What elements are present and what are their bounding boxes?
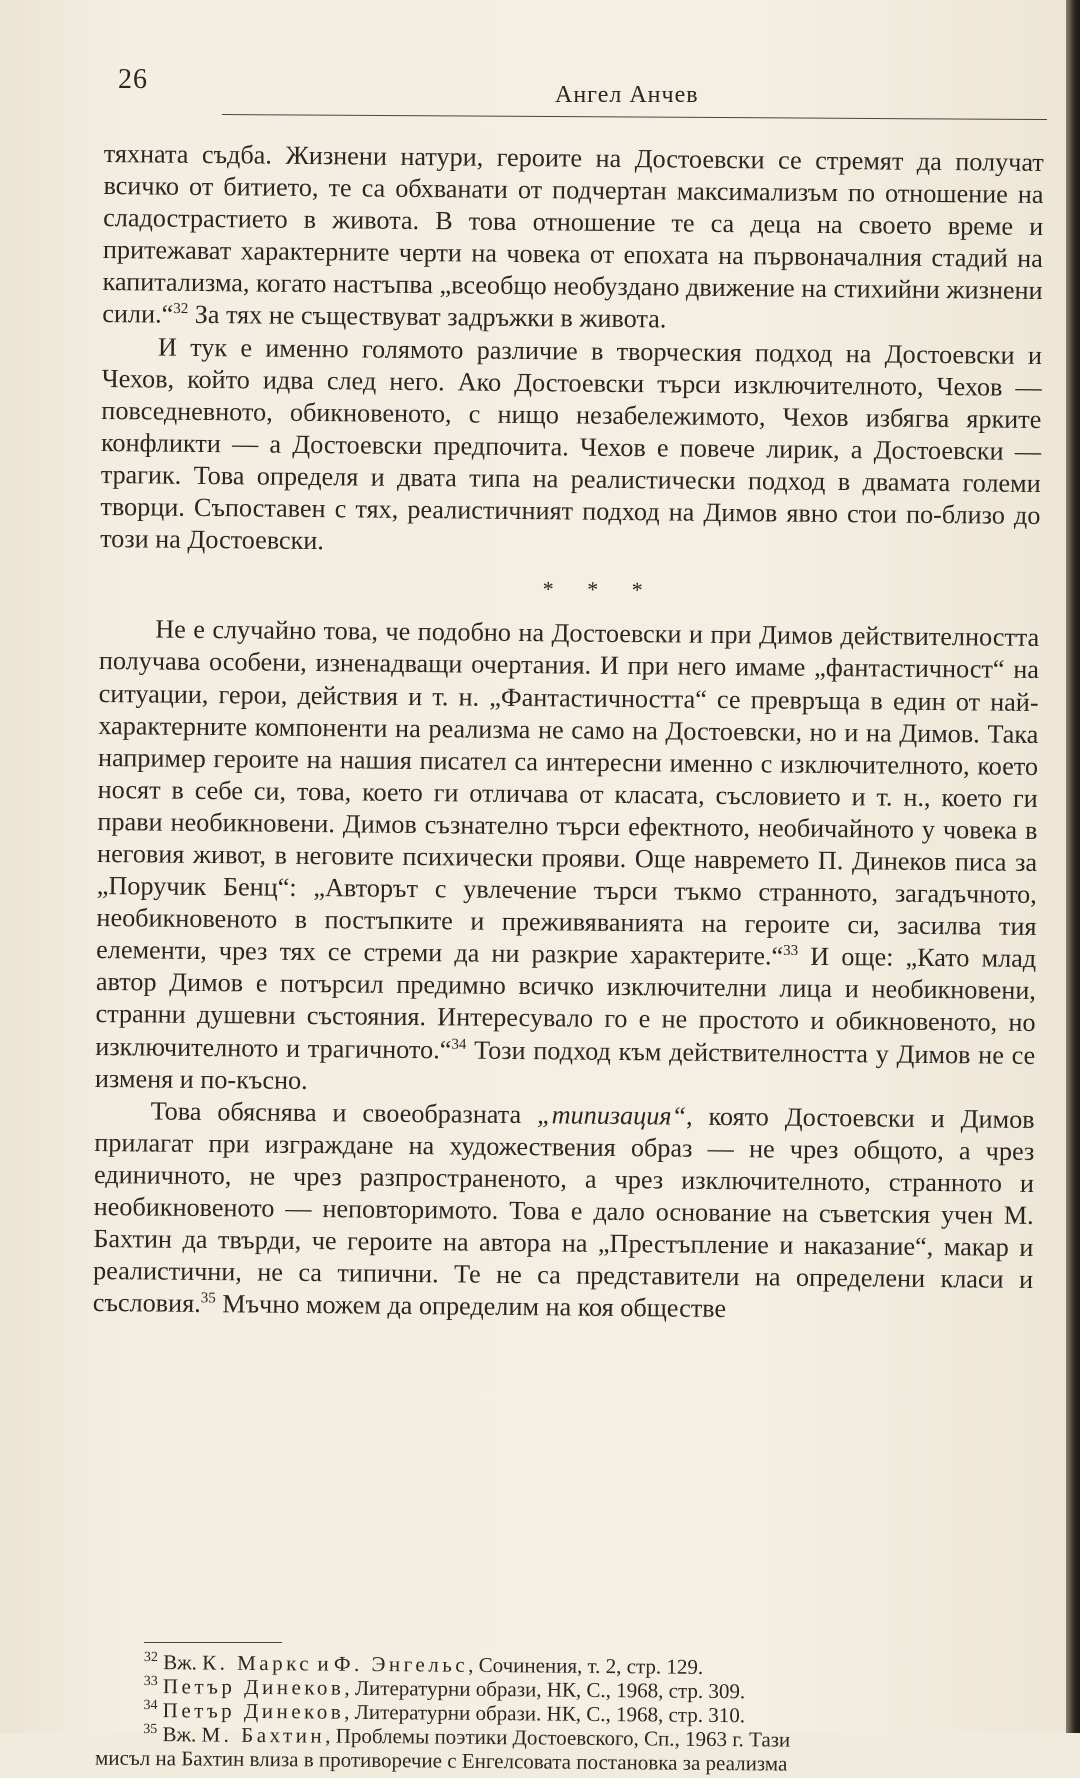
footnote-rule	[144, 1642, 282, 1643]
book-spine-shadow	[1066, 0, 1080, 1733]
paragraph-3: Не е случайно това, че подобно на Достоевски и при Димов действителността получава особени, изненадващи очертания. И при него имаме „фантастичност“ на ситуации, герои, действия и т. н. „Фантастичността“ се превръща в един от най-характерните компоненти на реализма не само на Достоевски, но и на Димов. Така например героите на нашия писател са интересни именно с изключителното, което носят в себе си, това, което ги отличава от класата, съсловието и т. н., което ги прави необикновени. Димов съзнателно търси ефектното, необичайното у човека в неговия живот, в неговите психически прояви. Още навремето П. Динеков писа за „Поручик Бенц“: „Авторът с увлечение търси тъкмо странното, загадъчното, необикновеното в постъпките и преживяванията на героите си, засилва тия елементи, чрез тях се стреми да ни разкрие характерите.“$^{33}$ И още: „Като млад автор Димов е потърсил предимно всичко изключителни лица и необикновени, странни душевни състояния. Интересувало го е не простото и обикновеното, но изключителното и трагичното.“$^{34}$ Този подход към действителността у Димов не се изменя и по-късно.	[94, 614, 1040, 1095]
page-number: 26	[118, 64, 148, 95]
footnote-ref-32: 32	[173, 301, 189, 318]
footnote-ref-34: 34	[451, 1036, 467, 1053]
footnote-ref-35: 35	[200, 1290, 216, 1307]
running-head: Ангел Анчев	[555, 82, 699, 108]
header-rule	[222, 114, 1047, 120]
paragraph-2: И тук е именно голямото различие в творческия подход на Достоевски и Чехов, който идва след него. Ако Достоевски търси изключителното, Чехов — повседневното, обикновеното, с нищо незабележимото, Чехов избягва ярките конфликти — а Достоевски предпочита. Чехов е повече лирик, а Достоевски — трагик. Това определя и двата типа на реалистически подход в двамата големи творци. Съпоставен с тях, реалистичният подход на Димов явно стои по-близо до този на Достоевски.	[100, 332, 1043, 556]
footnote-ref-33: 33	[783, 943, 799, 960]
footnotes	[94, 1650, 1039, 1778]
footnote-33: $^{33}$ Петър Динеков, Литературни образи, НК, С., 1968, стр. 309.	[143, 1673, 746, 1704]
main-text	[93, 138, 1044, 1328]
paragraph-1: тяхната съдба. Жизнени натури, героите на Достоевски се стремят да получат всичко от битието, те са обхванати от подчертан максимализъм по отношение на сладострастието в живота. В това отношение те са деца на своето време и притежават характерните черти на човека от епохата на първоначалния стадий на капитализма, когато настъпва „всеобщо необуздано движение на стихийни жизнени сили.“$^{32}$ За тях не съществуват задръжки в живота.	[102, 138, 1044, 334]
footnote-35-continuation: мисъл на Бахтин влиза в противоречие с Енгелсовата постановка за реализма	[94, 1745, 788, 1776]
footnote-35: $^{35}$ Вж. М. Бахтин, Проблемы поэтики Достоевского, Сп., 1963 г. Тази	[143, 1721, 791, 1752]
footnote-34: $^{34}$ Петър Динеков, Литературни образи. НК, С., 1968, стр. 310.	[143, 1697, 746, 1728]
section-break-asterisks: * * *	[542, 576, 657, 603]
paragraph-4: Това обяснява и своеобразната „типизация“, която Достоевски и Димов прилагат при изграждане на художествения образ — не чрез общото, а чрез единичното, не чрез разпространеното, а чрез изключителното, странното и необикновеното — неповторимото. Това е дало основание на съветския учен М. Бахтин да твърди, че героите на автора на „Престъпление и наказание“, макар и реалистични, не са типични. Те не са представители на определени класи и съсловия.$^{35}$ Мъчно можем да определим на коя обществе	[92, 1096, 1035, 1324]
footnote-32: $^{32}$ Вж. К. Маркс и Ф. Энгельс, Сочинения, т. 2, стр. 129.	[143, 1650, 704, 1679]
